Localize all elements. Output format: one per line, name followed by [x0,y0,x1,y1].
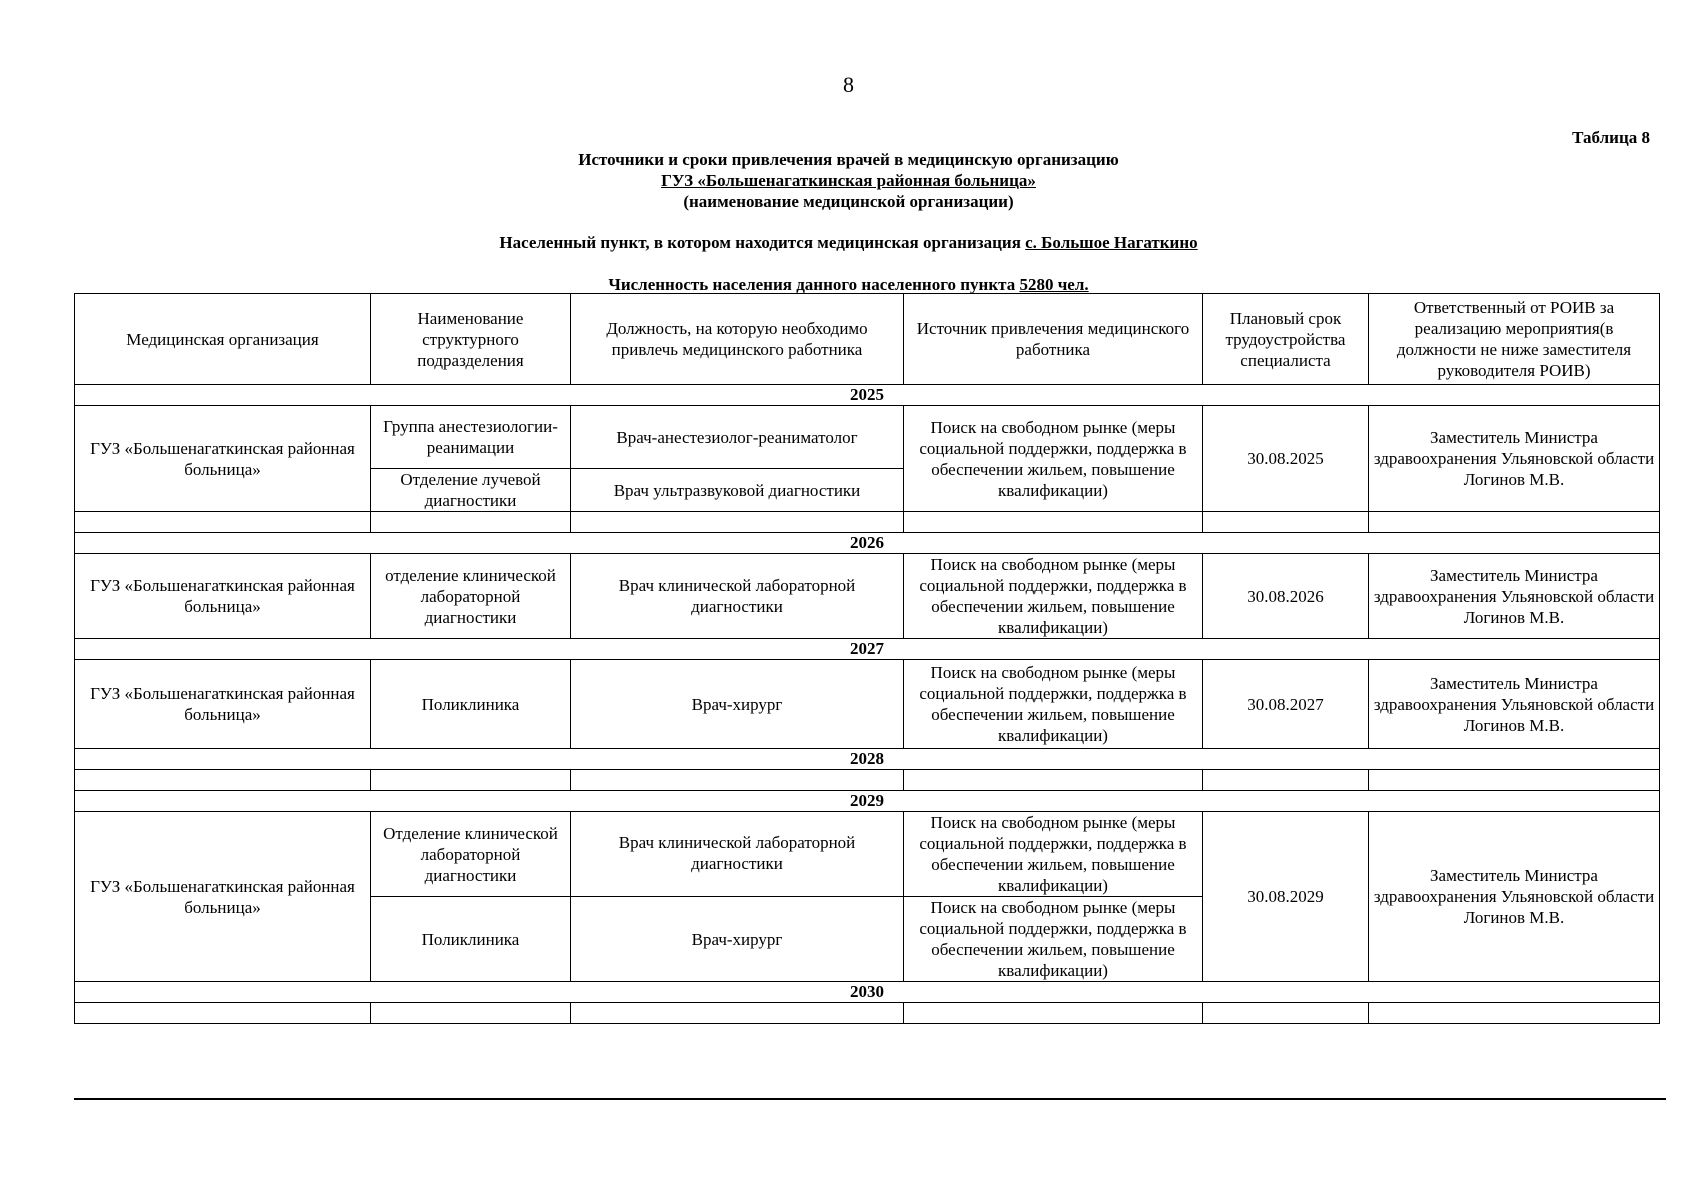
year-row-2030 [75,982,1660,1003]
year-label: 2030 [75,982,1660,1003]
header-responsible: Ответственный от РОИВ за реализацию мероприятия(в должности не ниже заместителя руководителя РОИВ) [1369,294,1660,385]
population-label: Численность населения данного населенного пункта [608,275,1016,294]
position-cell: Врач ультразвуковой диагностики [571,469,904,512]
year-label: 2026 [75,533,1660,554]
settlement-value: с. Большое Нагаткино [1025,233,1198,252]
position-cell: Врач клинической лабораторной диагностики [571,554,904,639]
org-cell: ГУЗ «Большенагаткинская районная больница» [75,812,371,982]
table-row [75,406,1660,469]
department-cell: Поликлиника [371,897,571,982]
responsible-cell: Заместитель Министра здравоохранения Ульяновской области Логинов М.В. [1369,554,1660,639]
table-row [75,554,1660,639]
header-position: Должность, на которую необходимо привлечь медицинского работника [571,294,904,385]
date-cell: 30.08.2029 [1203,812,1369,982]
department-cell: Группа анестезиологии-реанимации [371,406,571,469]
org-cell: ГУЗ «Большенагаткинская районная больница» [75,554,371,639]
source-cell: Поиск на свободном рынке (меры социальной поддержки, поддержка в обеспечении жильем, повышение квалификации) [904,812,1203,897]
date-cell: 30.08.2026 [1203,554,1369,639]
settlement-line [0,233,1697,253]
source-cell: Поиск на свободном рынке (меры социальной поддержки, поддержка в обеспечении жильем, повышение квалификации) [904,897,1203,982]
date-cell: 30.08.2025 [1203,406,1369,512]
bottom-rule [74,1098,1666,1100]
population-line [0,275,1697,295]
table-row [75,660,1660,749]
header-row [75,294,1660,385]
responsible-cell: Заместитель Министра здравоохранения Ульяновской области Логинов М.В. [1369,660,1660,749]
empty-row [75,1003,1660,1024]
page-number: 8 [843,72,854,97]
year-label: 2029 [75,791,1660,812]
position-cell: Врач-анестезиолог-реаниматолог [571,406,904,469]
department-cell: Отделение клинической лабораторной диагностики [371,812,571,897]
year-row-2029 [75,791,1660,812]
position-cell: Врач-хирург [571,897,904,982]
year-row-2028 [75,749,1660,770]
year-row-2025 [75,385,1660,406]
empty-row [75,512,1660,533]
position-cell: Врач клинической лабораторной диагностики [571,812,904,897]
position-cell: Врач-хирург [571,660,904,749]
department-cell: отделение клинической лабораторной диагностики [371,554,571,639]
source-cell: Поиск на свободном рынке (меры социальной поддержки, поддержка в обеспечении жильем, повышение квалификации) [904,660,1203,749]
department-cell: Поликлиника [371,660,571,749]
org-cell: ГУЗ «Большенагаткинская районная больница» [75,660,371,749]
source-cell: Поиск на свободном рынке (меры социальной поддержки, поддержка в обеспечении жильем, повышение квалификации) [904,554,1203,639]
source-cell: Поиск на свободном рынке (меры социальной поддержки, поддержка в обеспечении жильем, повышение квалификации) [904,406,1203,512]
settlement-label: Населенный пункт, в котором находится медицинская организация [499,233,1021,252]
date-cell: 30.08.2027 [1203,660,1369,749]
title-block [0,149,1697,212]
header-source: Источник привлечения медицинского работника [904,294,1203,385]
population-value: 5280 чел. [1019,275,1089,294]
header-date: Плановый срок трудоустройства специалиста [1203,294,1369,385]
department-cell: Отделение лучевой диагностики [371,469,571,512]
title-line: Источники и сроки привлечения врачей в медицинскую организацию [578,150,1119,169]
organization-name: ГУЗ «Большенагаткинская районная больница» [661,171,1036,190]
year-row-2027 [75,639,1660,660]
year-label: 2027 [75,639,1660,660]
year-label: 2028 [75,749,1660,770]
org-cell: ГУЗ «Большенагаткинская районная больница» [75,406,371,512]
empty-row [75,770,1660,791]
year-row-2026 [75,533,1660,554]
table-label: Таблица 8 [1572,128,1650,147]
responsible-cell: Заместитель Министра здравоохранения Ульяновской области Логинов М.В. [1369,812,1660,982]
header-department: Наименование структурного подразделения [371,294,571,385]
year-label: 2025 [75,385,1660,406]
header-org: Медицинская организация [75,294,371,385]
organization-caption: (наименование медицинской организации) [683,192,1014,211]
responsible-cell: Заместитель Министра здравоохранения Ульяновской области Логинов М.В. [1369,406,1660,512]
doctors-table [74,293,1660,1024]
table-row [75,812,1660,897]
